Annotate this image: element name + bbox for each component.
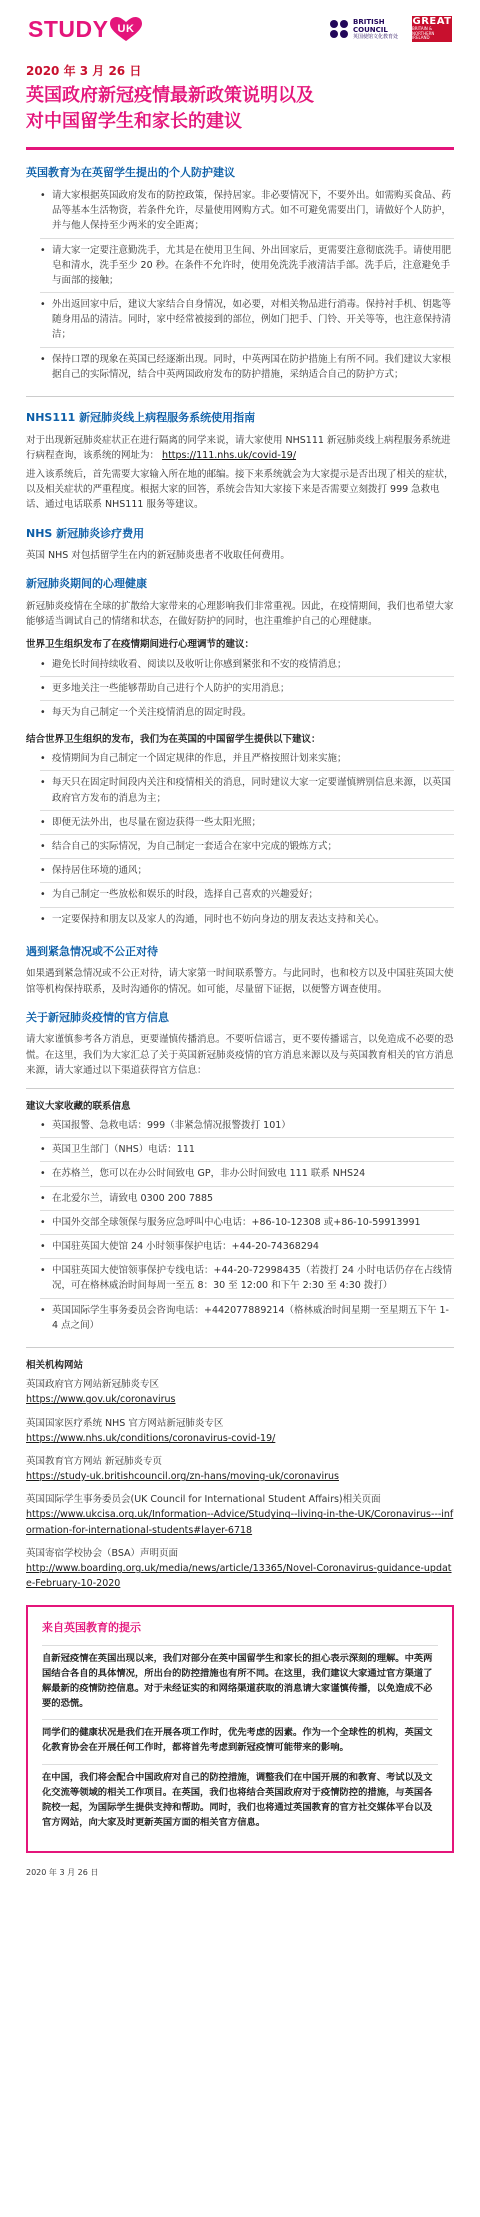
divider [42, 1645, 438, 1646]
list-item: • 保持口罩的现象在英国已经逐渐出现。同时，中英两国在防护措施上有所不同。我们建议大家根据自己的实际情况，结合中英两国政府发布的防护措施，采纳适合自己的防护方式； [40, 352, 454, 386]
link-label: 英国寄宿学校协会（BSA）声明页面 [26, 1547, 179, 1559]
list-item: • 外出返回家中后，建议大家结合自身情况，如必要，对相关物品进行消毒。保持衬手机、钥匙等随身用品的清洁。同时，家中经常被接到的部位，例如门把手、门铃、开关等等，也注意保持清洁； [40, 297, 454, 348]
list-item: • 更多地关注一些能够帮助自己进行个人防护的实用消息； [40, 681, 454, 701]
tip-paragraph: 在中国，我们将会配合中国政府对自己的防控措施，调整我们在中国开展的和教育、考试以及文化交流等领域的相关工作项目。在英国，我们也将结合英国政府对于疫情防控的措施，与英国各院校一起，为国际学生提供支持和帮助。同时，我们也将通过英国教育的官方社交媒体平台以及官方网站，向大家及时更新英国方面的相关官方信息。 [42, 1772, 433, 1828]
title-line-1: 英国政府新冠疫情最新政策说明以及 [26, 85, 314, 107]
british-council-logo [330, 18, 398, 41]
who-subheading: 世界卫生组织发布了在疫情期间进行心理调节的建议： [26, 639, 255, 651]
section-heading-mental-health: 新冠肺炎期间的心理健康 [26, 577, 147, 591]
link-url[interactable]: https://www.ukcisa.org.uk/Information--Advice/Studying--living-in-the-UK/Coronavirus---information-for-international-students#layer-6718 [26, 1509, 454, 1536]
logo-text: STUDY [28, 15, 109, 42]
link-url[interactable]: http://www.boarding.org.uk/media/news/article/13365/Novel-Coronavirus-guidance-update-February-10-2020 [26, 1563, 452, 1590]
publish-date: 2020 年 3 月 26 日 [26, 64, 142, 78]
advice-subheading: 结合世界卫生组织的发布，我们为在英国的中国留学生提供以下建议： [26, 734, 321, 746]
page-title [26, 83, 454, 135]
study-uk-logo [28, 11, 144, 48]
divider [26, 1088, 454, 1089]
link-label: 英国国际学生事务委员会(UK Council for International Student Affairs)相关页面 [26, 1494, 381, 1506]
great-britain-logo [412, 16, 452, 42]
title-line-2: 对中国留学生和家长的建议 [26, 111, 242, 133]
emergency-paragraph: 如果遇到紧急情况或不公正对待，请大家第一时间联系警方。与此同时，也和校方以及中国驻英国大使馆等机构保持联系，及时沟通你的情况。如可能，尽量留下证据，以便警方调查使用。 [26, 968, 454, 995]
divider [26, 1347, 454, 1348]
list-item: • 英国报警、急救电话：999（非紧急情况报警拨打 101） [40, 1118, 454, 1138]
list-item: • 中国驻英国大使馆领事保护专线电话：+44-20-72998435（若拨打 24 小时电话仍存在占线情况，可在格林威治时间每周一至五 8：30 至 12:00 和下午 2:30 至 4:30 拨打） [40, 1263, 454, 1298]
great-sub: BRITAIN & NORTHERN IRELAND [412, 25, 435, 41]
list-item: • 请大家一定要注意勤洗手，尤其是在使用卫生间、外出回家后，更需要注意彻底洗手。请使用肥皂和清水，洗手至少 20 秒。在条件不允许时，使用免洗洗手液清洁手部。洗手后，注意避免手与面部的接触； [40, 243, 454, 294]
great-text: GREAT [412, 15, 452, 27]
divider [26, 396, 454, 397]
list-item: • 即便无法外出，也尽量在窗边获得一些太阳光照； [40, 815, 454, 835]
who-list [40, 657, 454, 725]
list-item: • 每天只在固定时间段内关注和疫情相关的消息，同时建议大家一定要谨慎辨别信息来源，以英国政府官方发布的消息为主； [40, 775, 454, 810]
link-item [26, 1416, 454, 1446]
british-council-dots-icon [330, 20, 348, 38]
section-heading-official-info: 关于新冠肺炎疫情的官方信息 [26, 1010, 169, 1024]
list-item: • 每天为自己制定一个关注疫情消息的固定时段。 [40, 705, 454, 724]
footer-date: 2020 年 3 月 26 日 [26, 1867, 99, 1877]
nhs111-link[interactable]: https://111.nhs.uk/covid-19/ [162, 449, 297, 461]
section-heading-protection: 英国教育为在英留学生提出的个人防护建议 [26, 166, 235, 180]
list-item: • 英国国际学生事务委员会咨询电话：+442077889214（格林威治时间星期一至星期五下午 1-4 点之间） [40, 1303, 454, 1337]
section-heading-emergency: 遇到紧急情况或不公正对待 [26, 944, 158, 958]
divider [42, 1764, 438, 1765]
section-heading-nhs-fees: NHS 新冠肺炎诊疗费用 [26, 526, 145, 540]
list-item: • 一定要保持和朋友以及家人的沟通，同时也不妨向身边的朋友表达支持和关心。 [40, 912, 454, 931]
svg-text:UK: UK [118, 22, 135, 35]
link-item [26, 1377, 454, 1407]
links-title: 相关机构网站 [26, 1359, 84, 1371]
list-item: • 为自己制定一些放松和娱乐的时段，选择自己喜欢的兴趣爱好； [40, 887, 454, 907]
bc-sub: 英国使馆文化教育处 [352, 34, 398, 41]
tip-paragraph: 同学们的健康状况是我们在开展各项工作时，优先考虑的因素。作为一个全球性的机构，英国文化教育协会在开展任何工作时，都将首先考虑到新冠疫情可能带来的影响。 [42, 1727, 433, 1754]
link-item [26, 1546, 454, 1592]
contacts-list [40, 1118, 454, 1337]
divider [42, 1719, 438, 1720]
link-url[interactable]: https://study-uk.britishcouncil.org/zn-hans/moving-uk/coronavirus [26, 1471, 339, 1483]
list-item: • 疫情期间为自己制定一个固定规律的作息，并且严格按照计划来实施； [40, 751, 454, 771]
uk-heart-logo-icon [108, 16, 144, 42]
advice-list [40, 751, 454, 931]
nhs111-paragraph: 对于出现新冠肺炎症状正在进行隔离的同学来说，请大家使用 NHS111 新冠肺炎线上病程服务系统进行病程查询，该系统的网址为： https://111.nhs.uk/covid-19/ [26, 434, 451, 461]
tip-heading: 来自英国教育的提示 [42, 1621, 141, 1635]
list-item: • 在苏格兰，您可以在办公时间致电 GP，非办公时间致电 111 联系 NHS24 [40, 1166, 454, 1186]
bc-line1: BRITISH [352, 17, 385, 26]
link-item [26, 1492, 454, 1538]
tip-paragraph: 自新冠疫情在英国出现以来，我们对部分在英中国留学生和家长的担心表示深刻的理解。中英两国结合各自的具体情况，所出台的防控措施也有所不同。在这里，我们建议大家通过官方渠道了解最新的疫情防控信息。对于未经证实的和网络渠道获取的消息请大家谨慎传播，以免造成不必要的恐慌。 [42, 1652, 433, 1709]
title-divider [26, 147, 454, 150]
list-item: • 在北爱尔兰，请致电 0300 200 7885 [40, 1191, 454, 1211]
bc-line2: COUNCIL [352, 26, 388, 34]
list-item: • 保持居住环境的通风； [40, 863, 454, 883]
link-label: 英国政府官方网站新冠肺炎专区 [26, 1379, 160, 1391]
list-item: • 避免长时间持续收看、阅读以及收听让你感到紧张和不安的疫情消息； [40, 657, 454, 677]
link-url[interactable]: https://www.nhs.uk/conditions/coronavirus-covid-19/ [26, 1432, 276, 1444]
link-label: 英国教育官方网站 新冠肺炎专页 [26, 1455, 163, 1467]
link-item [26, 1454, 454, 1484]
official-info-paragraph: 请大家谨慎参考各方消息，更要谨慎传播消息。不要听信谣言，更不要传播谣言，以免造成不必要的恐慌。在这里，我们为大家汇总了关于英国新冠肺炎疫情的官方消息来源以及与英国教育相关的官方消息来源，请大家通过以下渠道获得官方信息： [26, 1034, 454, 1076]
header [26, 0, 454, 58]
list-item: • 英国卫生部门（NHS）电话：111 [40, 1142, 454, 1162]
list-item: • 中国外交部全球领保与服务应急呼叫中心电话：+86-10-12308 或+86-10-59913991 [40, 1215, 454, 1235]
partner-logos [330, 16, 452, 42]
list-item: • 请大家根据英国政府发布的防控政策，保持居家。非必要情况下，不要外出。如需购买食品、药品等基本生活物资，若条件允许，尽量使用网购方式。如不可避免需要出门，请做好个人防护，并与他人保持至少两米的安全距离； [40, 188, 454, 239]
link-url[interactable]: https://www.gov.uk/coronavirus [26, 1394, 176, 1406]
nhs111-paragraph-2: 进入该系统后，首先需要大家输入所在地的邮编。接下来系统就会为大家提示是否出现了相关的症状，以及相关症状的严重程度。根据大家的回答，系统会告知大家接下来是否需要立刻拨打 999 急救电话、通过电话联系 NHS111 服务等建议。 [26, 469, 454, 511]
tip-box [26, 1605, 454, 1852]
section-heading-nhs111: NHS111 新冠肺炎线上病程服务系统使用指南 [26, 411, 256, 425]
list-item: • 中国驻英国大使馆 24 小时领事保护电话：+44-20-74368294 [40, 1239, 454, 1259]
contacts-title: 建议大家收藏的联系信息 [26, 1100, 131, 1112]
nhs-fees-paragraph: 英国 NHS 对包括留学生在内的新冠肺炎患者不收取任何费用。 [26, 550, 290, 562]
list-item: • 结合自己的实际情况，为自己制定一套适合在家中完成的锻炼方式； [40, 839, 454, 859]
link-label: 英国国家医疗系统 NHS 官方网站新冠肺炎专区 [26, 1417, 224, 1429]
mental-health-paragraph: 新冠肺炎疫情在全球的扩散给大家带来的心理影响我们非常重视。因此，在疫情期间，我们也希望大家能够适当调试自己的情绪和状态，在做好防护的同时，也注重维护自己的心理健康。 [26, 600, 454, 628]
protection-list [40, 188, 454, 386]
